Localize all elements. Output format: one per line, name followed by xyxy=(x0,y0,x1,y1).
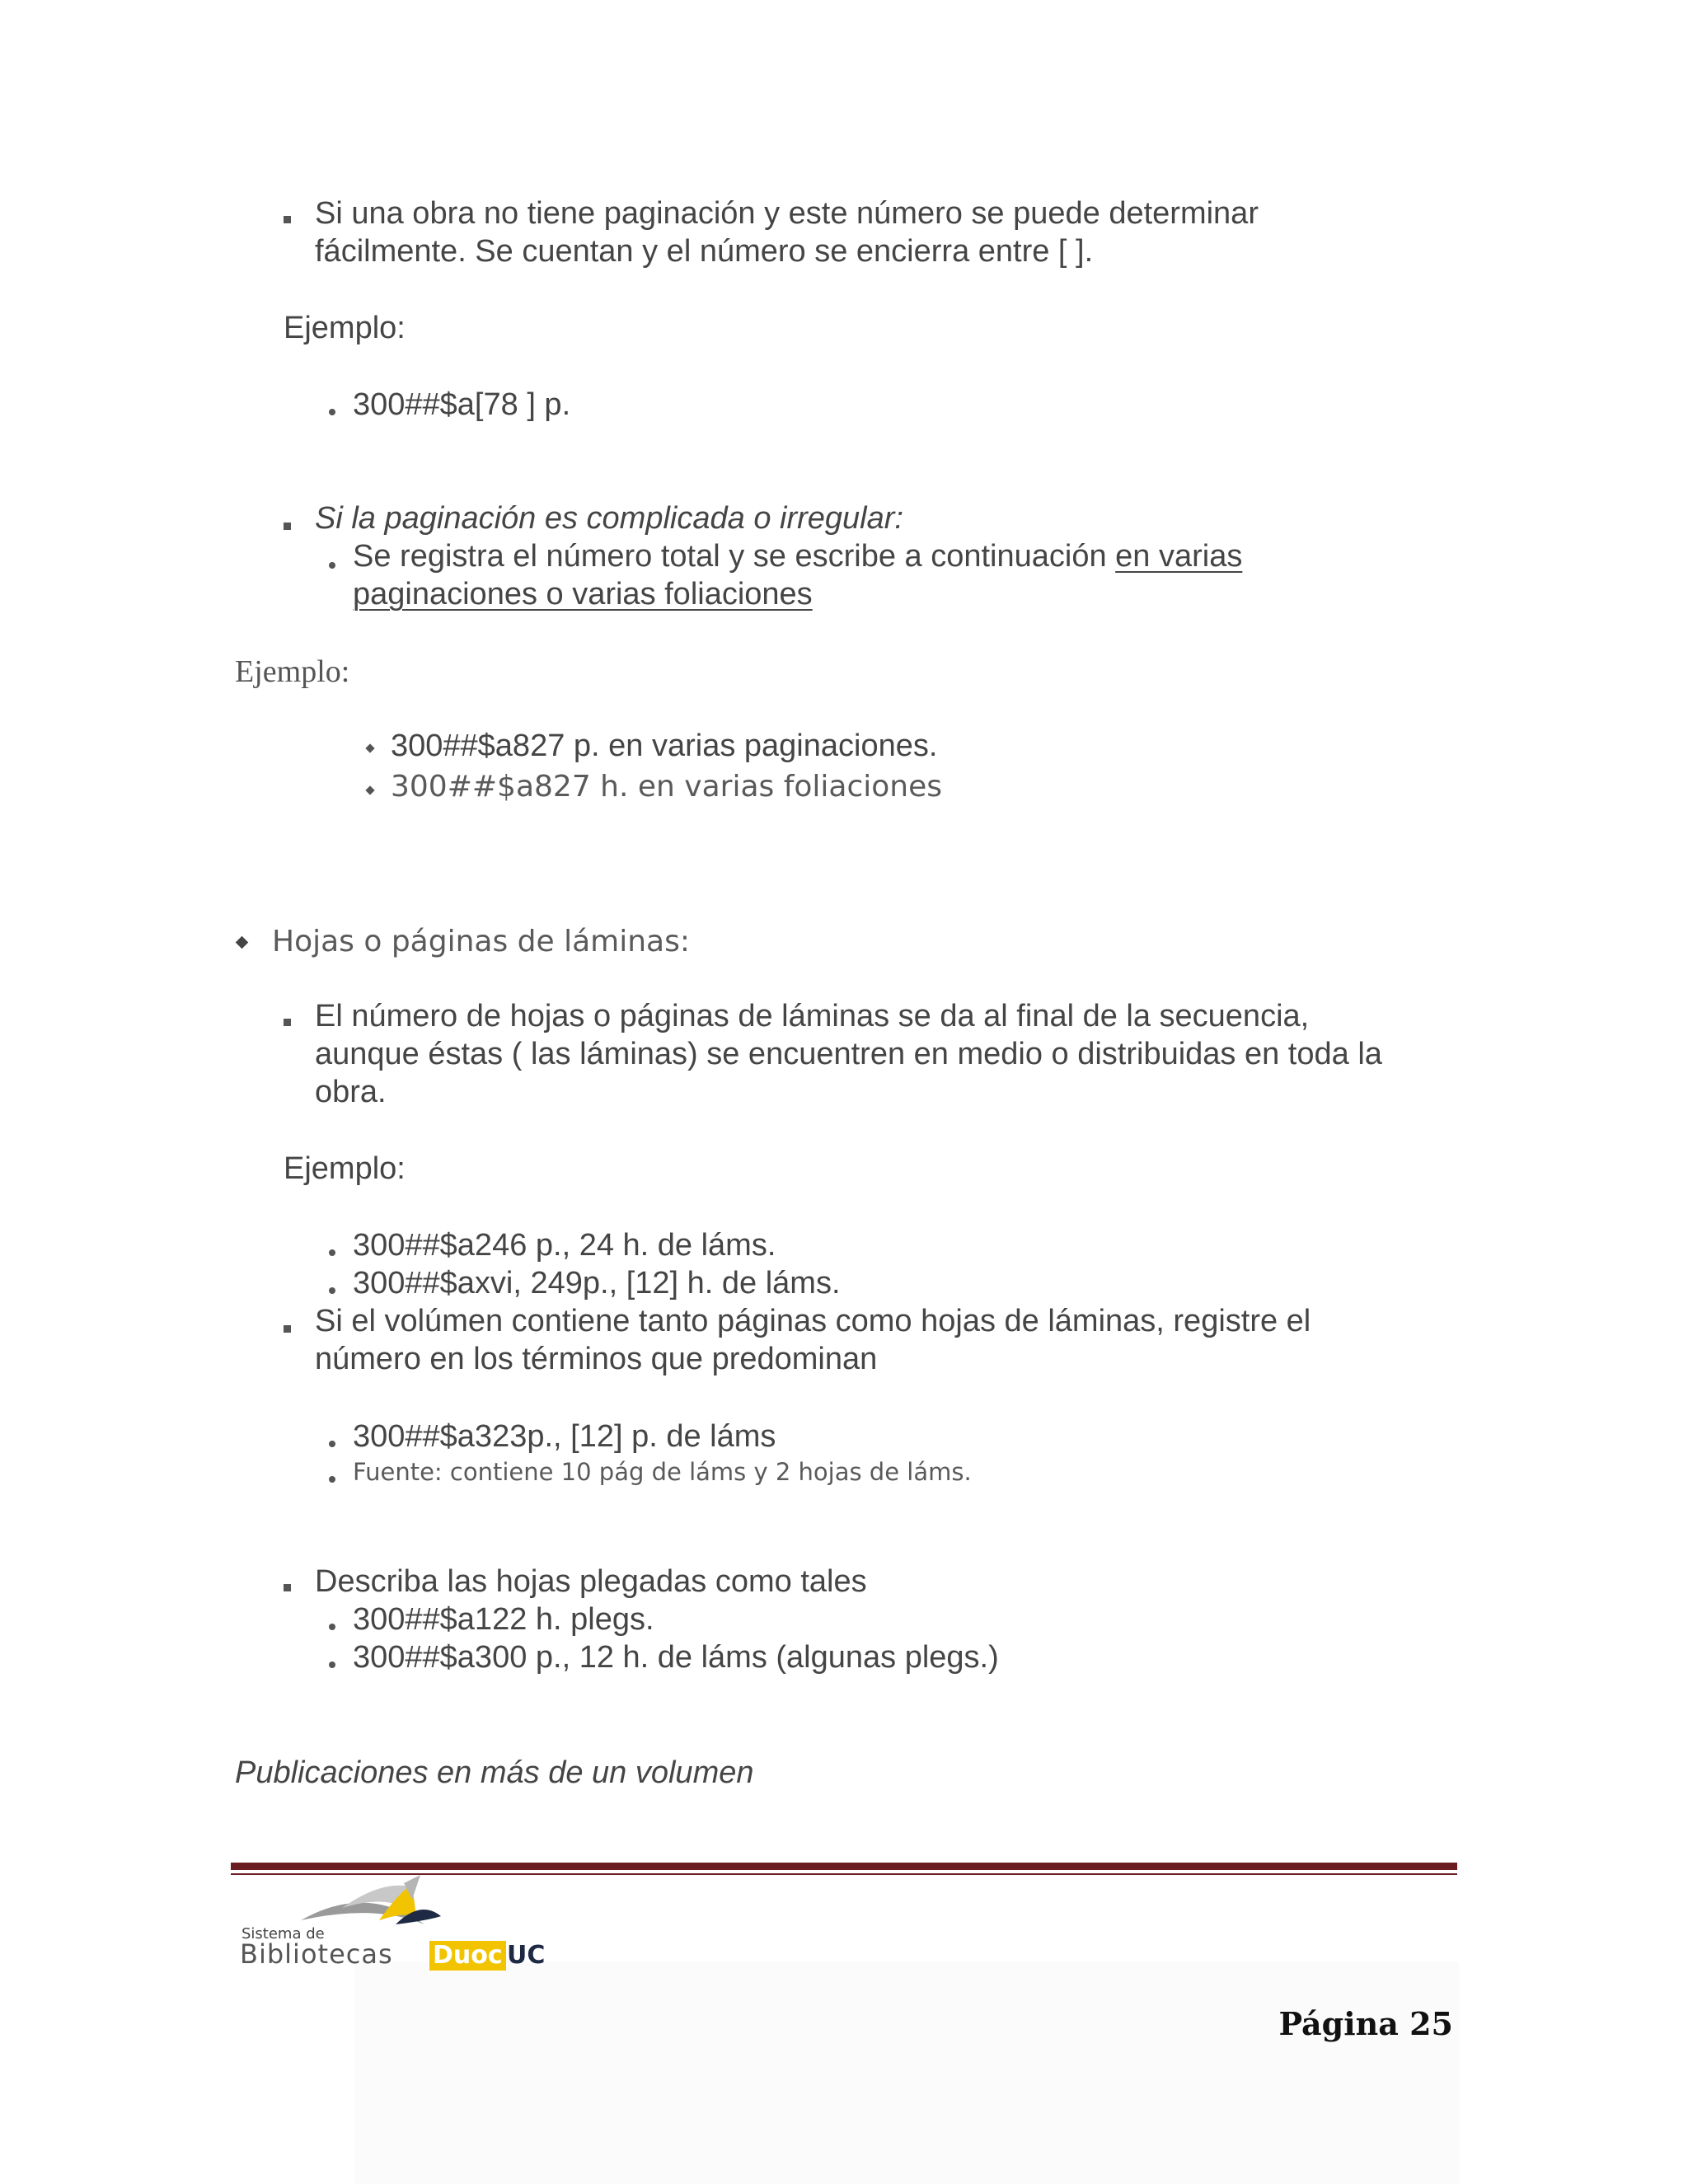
underlined-text: paginaciones o varias foliaciones xyxy=(353,577,813,612)
example-item: 300##$a323p., [12] p. de láms xyxy=(353,1419,776,1454)
logo-brand-duoc: Duoc xyxy=(429,1941,506,1971)
paragraph-line xyxy=(353,539,1242,575)
example-label: Ejemplo: xyxy=(235,654,350,689)
paragraph-line: número en los términos que predominan xyxy=(315,1342,878,1376)
source-note: Fuente: contiene 10 pág de láms y 2 hojas de láms. xyxy=(353,1458,972,1486)
logo-big-text: Bibliotecas xyxy=(240,1938,393,1970)
underlined-text: en varias xyxy=(1115,539,1243,574)
example-item: 300##$a246 p., 24 h. de láms. xyxy=(353,1228,776,1263)
paragraph-line: Si el volúmen contiene tanto páginas como hojas de láminas, registre el xyxy=(315,1304,1311,1338)
footer-background xyxy=(354,1961,1459,2184)
square-bullet xyxy=(284,1584,291,1591)
round-bullet xyxy=(329,409,335,415)
square-bullet xyxy=(284,1019,291,1026)
section-heading: Hojas o páginas de láminas: xyxy=(272,925,691,958)
round-bullet xyxy=(329,1441,335,1447)
example-item: 300##$a300 p., 12 h. de láms (algunas plegs.) xyxy=(353,1640,999,1675)
logo-small-text: Sistema de xyxy=(241,1925,325,1943)
round-bullet xyxy=(329,1624,335,1630)
example-label: Ejemplo: xyxy=(284,311,406,345)
italic-heading: Si la paginación es complicada o irregular: xyxy=(315,501,903,536)
paragraph-line: obra. xyxy=(315,1075,387,1109)
round-bullet xyxy=(329,1476,335,1483)
round-bullet xyxy=(329,1249,335,1256)
logo-brand-uc: UC xyxy=(507,1941,546,1970)
example-label: Ejemplo: xyxy=(284,1151,406,1186)
round-bullet xyxy=(329,1661,335,1668)
paragraph-line: Describa las hojas plegadas como tales xyxy=(315,1564,867,1599)
paragraph-line: aunque éstas ( las láminas) se encuentren en medio o distribuidas en toda la xyxy=(315,1037,1382,1071)
round-bullet xyxy=(329,1287,335,1294)
square-bullet xyxy=(284,216,291,223)
example-item: 300##$axvi, 249p., [12] h. de láms. xyxy=(353,1266,841,1301)
example-item: 300##$a122 h. plegs. xyxy=(353,1602,654,1637)
footer-rule xyxy=(231,1863,1457,1870)
page-number: Página 25 xyxy=(1278,2005,1453,2042)
diamond-bullet xyxy=(365,785,374,794)
diamond-bullet xyxy=(236,936,249,949)
square-bullet xyxy=(284,523,291,530)
example-item: 300##$a827 p. en varias paginaciones. xyxy=(391,729,938,763)
section-heading: Publicaciones en más de un volumen xyxy=(235,1755,754,1790)
diamond-bullet xyxy=(365,743,374,752)
paragraph-line: Si una obra no tiene paginación y este número se puede determinar xyxy=(315,196,1259,231)
round-bullet xyxy=(329,562,335,569)
example-item: 300##$a827 h. en varias foliaciones xyxy=(391,770,943,804)
library-logo xyxy=(235,1875,581,1974)
paragraph-line: El número de hojas o páginas de láminas se da al final de la secuencia, xyxy=(315,999,1310,1033)
square-bullet xyxy=(284,1325,291,1333)
example-item: 300##$a[78 ] p. xyxy=(353,387,571,422)
paragraph-line: fácilmente. Se cuentan y el número se encierra entre [ ]. xyxy=(315,234,1094,269)
paragraph-text: Se registra el número total y se escribe a continuación xyxy=(353,539,1116,574)
